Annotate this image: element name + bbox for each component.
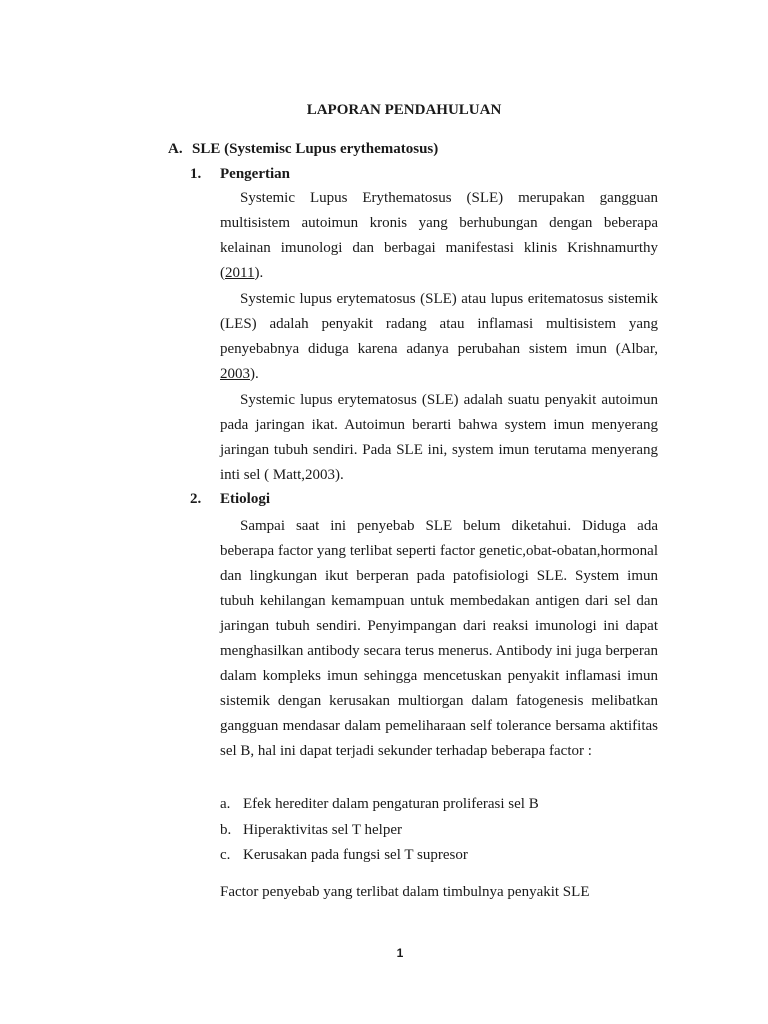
list-item-text: Efek herediter dalam pengaturan proliferasi sel B [243,796,539,812]
subsection-1-marker: 1. [190,166,202,182]
page-number: 1 [396,946,404,960]
list-item [220,792,539,818]
list-item-text: Hiperaktivitas sel T helper [243,821,402,838]
paragraph-2-tail: ). [250,366,259,382]
paragraph-4 [220,514,658,764]
paragraph-1 [220,186,658,286]
list-marker: a. [220,796,231,812]
subsection-etiologi-heading [190,491,270,508]
subsection-2-title: Etiologi [220,491,271,507]
citation-year-2003: 2003 [220,366,250,382]
subsection-pengertian-heading [190,166,290,183]
list-marker: b. [220,821,232,838]
factor-list [220,792,539,869]
citation-year-2011: 2011 [225,265,255,281]
list-item [220,843,539,869]
section-a-heading [168,141,438,158]
section-a-title: SLE (Systemisc Lupus erythematosus) [192,141,439,157]
closing-line: Factor penyebab yang terlibat dalam timbulnya penyakit SLE [220,884,590,900]
list-item-text: Kerusakan pada fungsi sel T supresor [243,847,468,863]
paragraph-1-text: Systemic Lupus Erythematosus (SLE) merupakan gangguan multisistem autoimun kronis yang berhubungan dengan beberapa kelainan imunologi dan berbagai manifestasi klinis Krishnamurthy ( [220,190,658,281]
subsection-2-marker: 2. [190,491,202,507]
subsection-1-title: Pengertian [220,166,290,182]
paragraph-4-text: Sampai saat ini penyebab SLE belum diketahui. Diduga ada beberapa factor yang terlibat seperti factor genetic,obat-obatan,hormonal dan lingkungan ikut berperan pada patofisiologi SLE. System imun tubuh kehilangan kemampuan untuk membedakan antigen dari sel dan jaringan tubuh sendiri. Penyimpangan dari reaksi imunologi ini dapat menghasilkan antibody secara terus menerus. Antibody ini juga berperan dalam kompleks imun sehingga mencetuskan penyakit inflamasi imun sistemik dengan kerusakan multiorgan dalam fatogenesis melibatkan gangguan mendasar dalam pemeliharaan self tolerance bersama aktifitas sel B, hal ini dapat terjadi sekunder terhadap beberapa factor : [220,518,658,759]
paragraph-3 [220,388,658,488]
section-a-marker: A. [168,141,183,157]
list-item [220,818,539,844]
paragraph-2 [220,287,658,387]
paragraph-3-text: Systemic lupus erytematosus (SLE) adalah suatu penyakit autoimun pada jaringan ikat. Autoimun berarti bahwa system imun menyerang jaringan tubuh sendiri. Pada SLE ini, system imun terutama menyerang inti sel ( Matt,2003). [220,392,658,483]
paragraph-1-tail: ). [254,265,264,281]
list-marker: c. [220,847,231,863]
paragraph-2-text: Systemic lupus erytematosus (SLE) atau lupus eritematosus sistemik (LES) adalah penyakit radang atau inflamasi multisistem yang penyebabnya diduga karena adanya perubahan sistem imun (Albar, [220,291,658,357]
document-title: LAPORAN PENDAHULUAN [306,102,502,118]
